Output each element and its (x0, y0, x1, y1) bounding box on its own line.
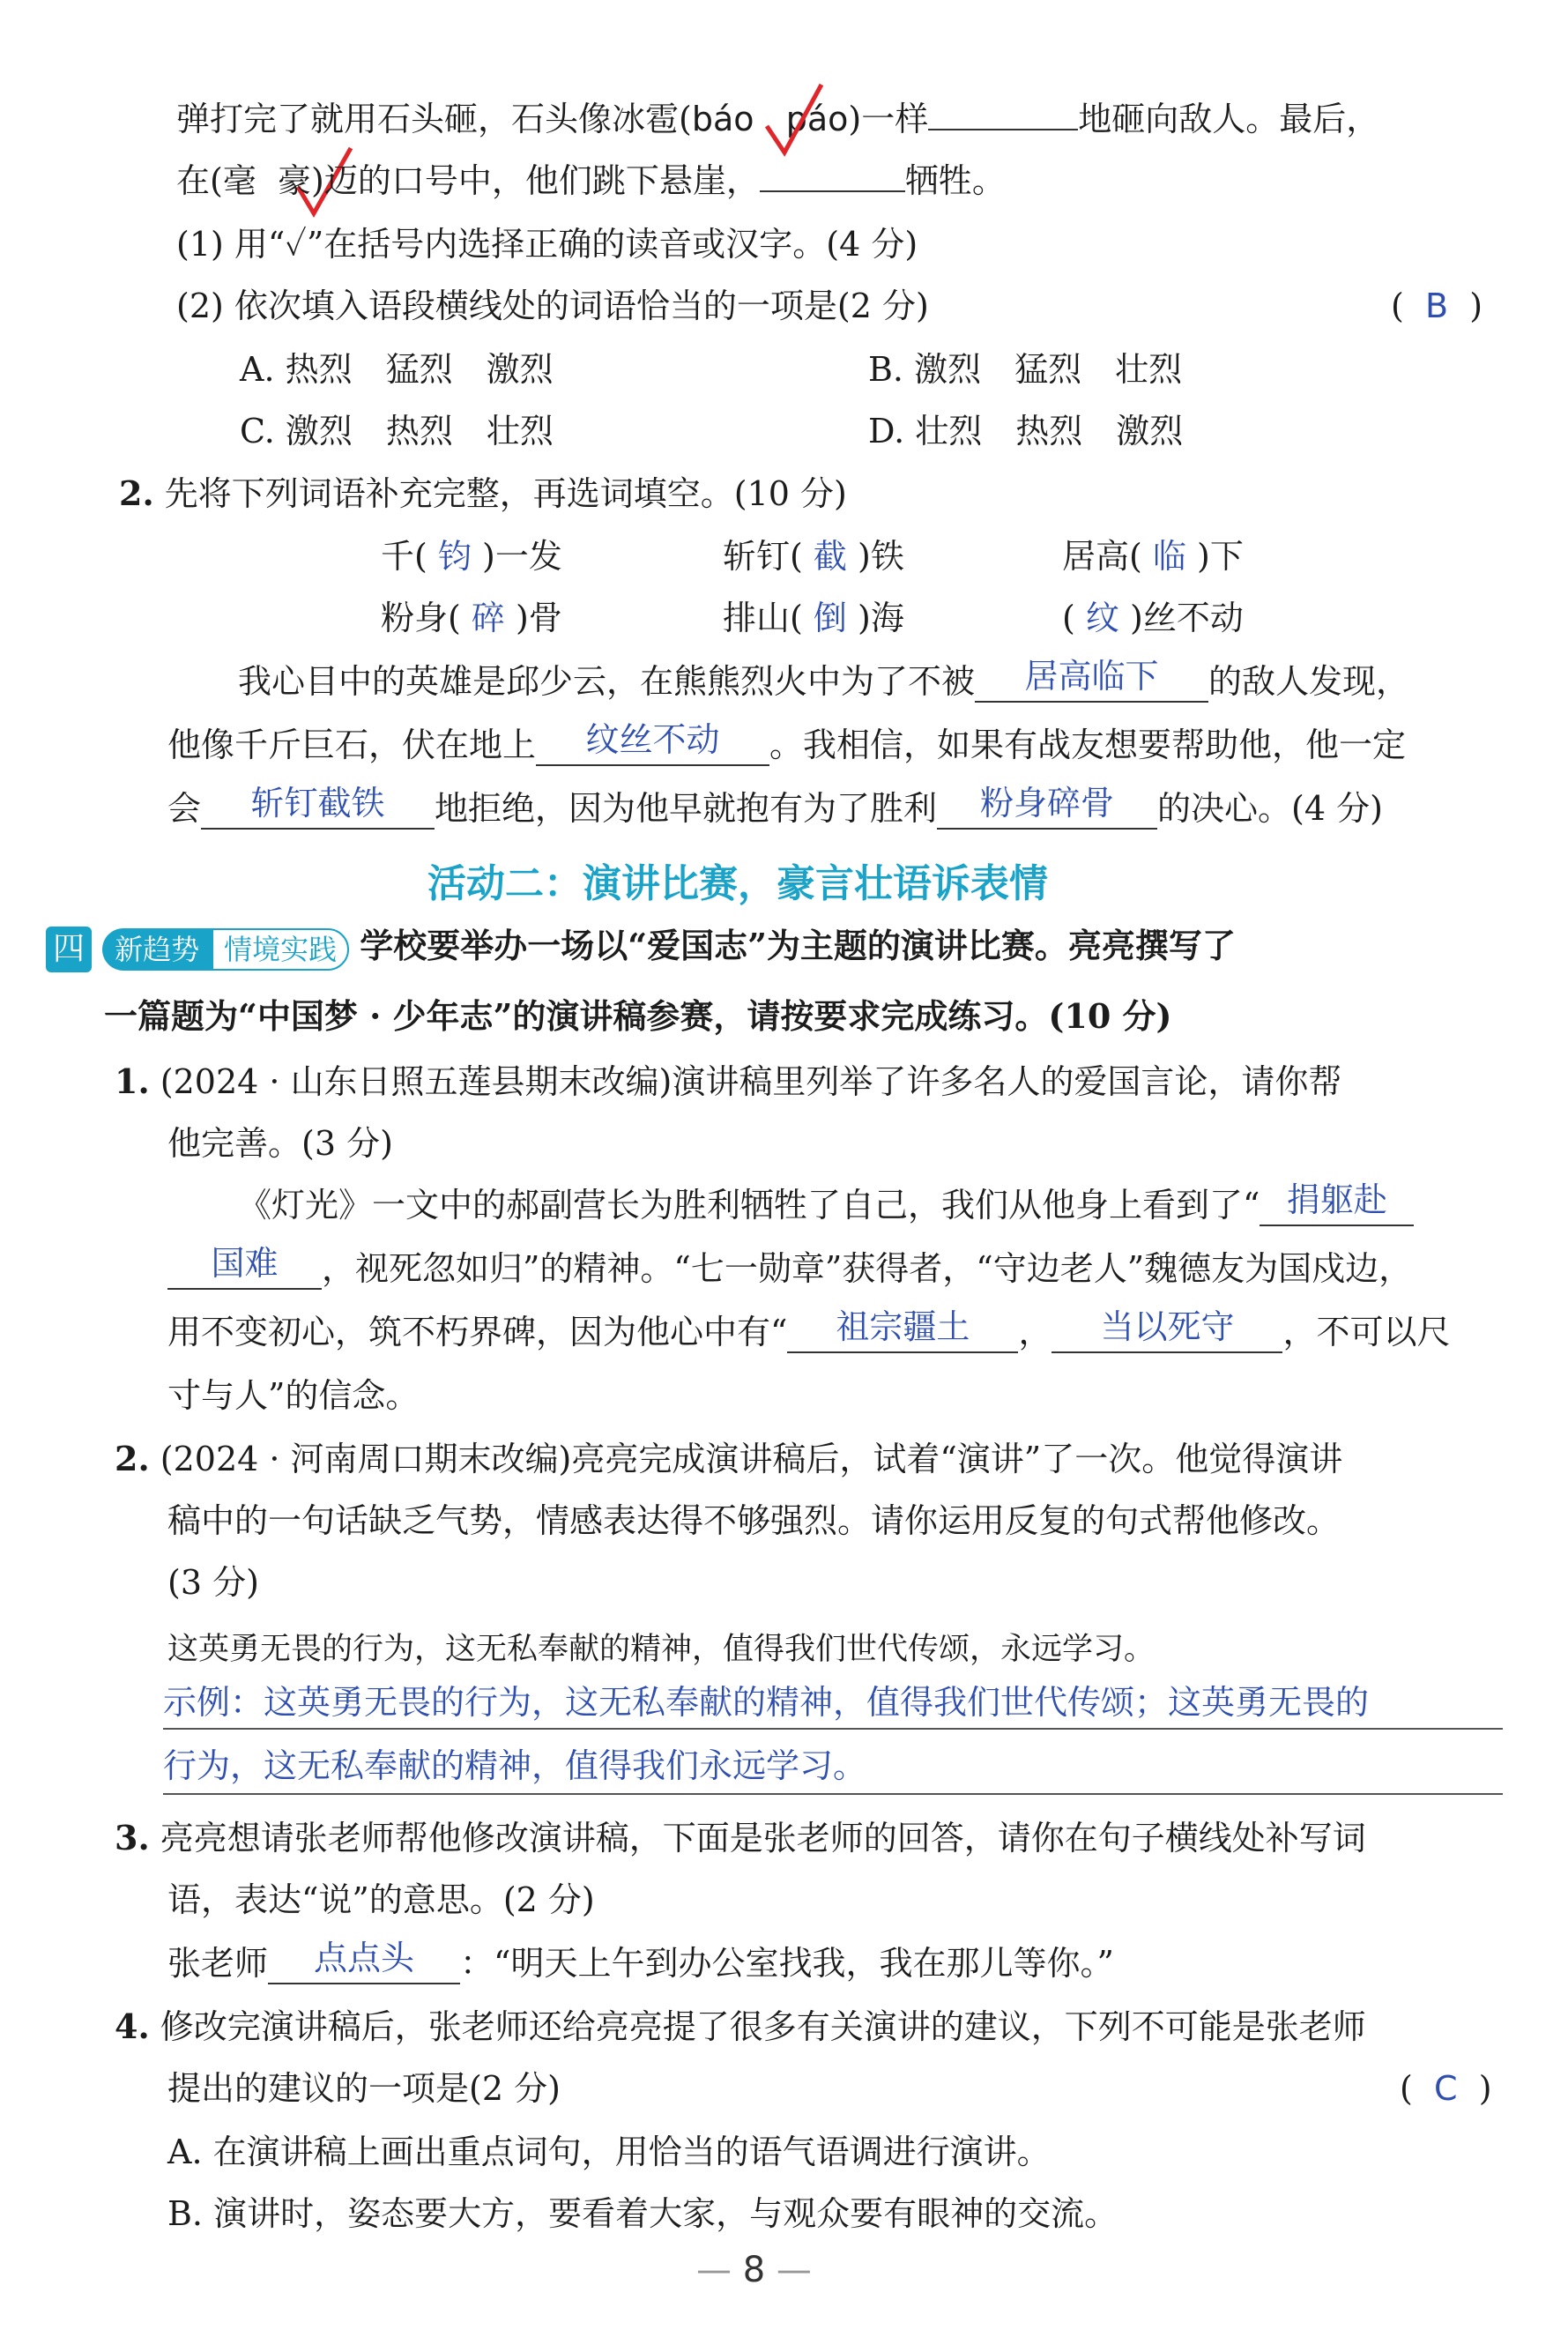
section-4-header: 四 新趋势 情境实践 学校要举办一场以“爱国志”为主题的演讲比赛。亮亮撰写了 (46, 922, 1236, 972)
option-c: C. 激烈 热烈 壮烈 (240, 412, 554, 450)
q4-1-line-2: 他完善。(3 分) (167, 1124, 393, 1163)
pinyin-option-bao: báo (691, 100, 754, 138)
q4-1-line-1: 1. (2024 · 山东日照五莲县期末改编)演讲稿里列举了许多名人的爱国言论，请你帮 (115, 1061, 1342, 1101)
q4-3-line-2: 语，表达“说”的意思。(2 分) (167, 1880, 595, 1919)
idiom-6: ( 纹 )丝不动 (1062, 599, 1244, 637)
question-1-2: (2) 依次填入语段横线处的词语恰当的一项是(2 分) (176, 287, 929, 325)
idiom-4: 粉身( 碎 )骨 (381, 599, 562, 637)
q4-3-line-1: 3. 亮亮想请张老师帮他修改演讲稿，下面是张老师的回答，请你在句子横线处补写词 (115, 1818, 1366, 1857)
question-2: 2. 先将下列词语补充完整，再选词填空。(10 分) (119, 473, 847, 513)
passage-line-1: 弹打完了就用石头砸，石头像冰雹(báo páo)一样 地砸向敌人。最后， (176, 100, 1380, 138)
passage-line-2: 在(毫 豪)迈的口号中，他们跳下悬崖， 牺牲。 (176, 161, 1006, 200)
q4-1-line-3: 《灯光》一文中的郝副营长为胜利牺牲了自己，我们从他身上看到了“ 捐躯赴 (238, 1181, 1414, 1229)
answer-bracket: ( B ) (1391, 287, 1483, 325)
q4-4-option-b: B. 演讲时，姿态要大方，要看着大家，与观众要有眼神的交流。 (167, 2194, 1118, 2233)
q4-2-line-2: 稿中的一句话缺乏气势，情感表达得不够强烈。请你运用反复的句式帮他修改。 (167, 1501, 1341, 1540)
question-1-1: (1) 用“✓”在括号内选择正确的读音或汉字。(4 分) (176, 225, 918, 264)
q4-4-option-a: A. 在演讲稿上画出重点词句，用恰当的语气语调进行演讲。 (167, 2133, 1051, 2171)
q4-4-line-2: 提出的建议的一项是(2 分) (167, 2069, 561, 2108)
q4-2-line-1: 2. (2024 · 河南周口期末改编)亮亮完成演讲稿后，试着“演讲”了一次。他觉得演讲 (115, 1439, 1343, 1478)
answer-line-2: 行为，这无私奉献的精神，值得我们永远学习。 (163, 1746, 867, 1785)
trend-tag: 新趋势 (102, 928, 212, 971)
q4-2-line-3: (3 分) (167, 1563, 259, 1602)
blank-1 (928, 129, 1078, 130)
q4-1-line-4: 国难 ，视死忽如归”的精神。“七一勋章”获得者，“守边老人”魏德友为国戍边， (167, 1245, 1412, 1292)
original-sentence: 这英勇无畏的行为，这无私奉献的精神，值得我们世代传颂，永远学习。 (167, 1632, 1156, 1667)
option-d: D. 壮烈 热烈 激烈 (868, 412, 1184, 450)
idiom-2: 斩钉( 截 )铁 (723, 537, 904, 576)
blank-2 (760, 190, 905, 192)
activity-title: 活动二：演讲比赛，豪言壮语诉表情 (427, 861, 1048, 906)
q4-4-line-1: 4. 修改完演讲稿后，张老师还给亮亮提了很多有关演讲的建议，下列不可能是张老师 (115, 2006, 1366, 2046)
context-tag: 情境实践 (212, 928, 349, 971)
answer-line-1: 示例：这英勇无畏的行为，这无私奉献的精神，值得我们世代传颂；这英勇无畏的 (163, 1683, 1370, 1722)
answer-bracket-4: ( C ) (1400, 2069, 1492, 2108)
fill-paragraph-line-3: 会 斩钉截铁 地拒绝，因为他早就抱有为了胜利 粉身碎骨 的决心。(4 分) (167, 784, 1383, 828)
section-4-intro-2: 一篇题为“中国梦 · 少年志”的演讲稿参赛，请按要求完成练习。(10 分) (104, 996, 1172, 1036)
pinyin-option-pao: páo (785, 100, 849, 138)
q4-3-line-3: 张老师 点点头 ：“明天上午到办公室找我，我在那儿等你。” (167, 1939, 1114, 1983)
answer-rule-2 (163, 1793, 1503, 1795)
idiom-1: 千( 钧 )一发 (381, 537, 562, 576)
idiom-3: 居高( 临 )下 (1062, 537, 1244, 576)
q4-1-line-6: 寸与人”的信念。 (167, 1376, 420, 1415)
answer-rule-1 (163, 1728, 1503, 1730)
fill-paragraph-line-2: 他像千斤巨石，伏在地上 纹丝不动 。我相信，如果有战友想要帮助他，他一定 (167, 720, 1407, 764)
option-a: A. 热烈 猛烈 激烈 (240, 350, 554, 389)
idiom-5: 排山( 倒 )海 (723, 599, 904, 637)
fill-paragraph-line-1: 我心目中的英雄是邱少云，在熊熊烈火中为了不被 居高临下 的敌人发现， (238, 657, 1410, 701)
page-number: — 8 — (696, 2250, 812, 2290)
q4-1-line-5: 用不变初心，筑不朽界碑，因为他心中有“ 祖宗疆土 ， 当以死守 ，不可以尺 (167, 1307, 1451, 1351)
check-mark-icon (758, 78, 829, 166)
option-b: B. 激烈 猛烈 壮烈 (868, 350, 1183, 389)
section-badge: 四 (46, 927, 92, 972)
